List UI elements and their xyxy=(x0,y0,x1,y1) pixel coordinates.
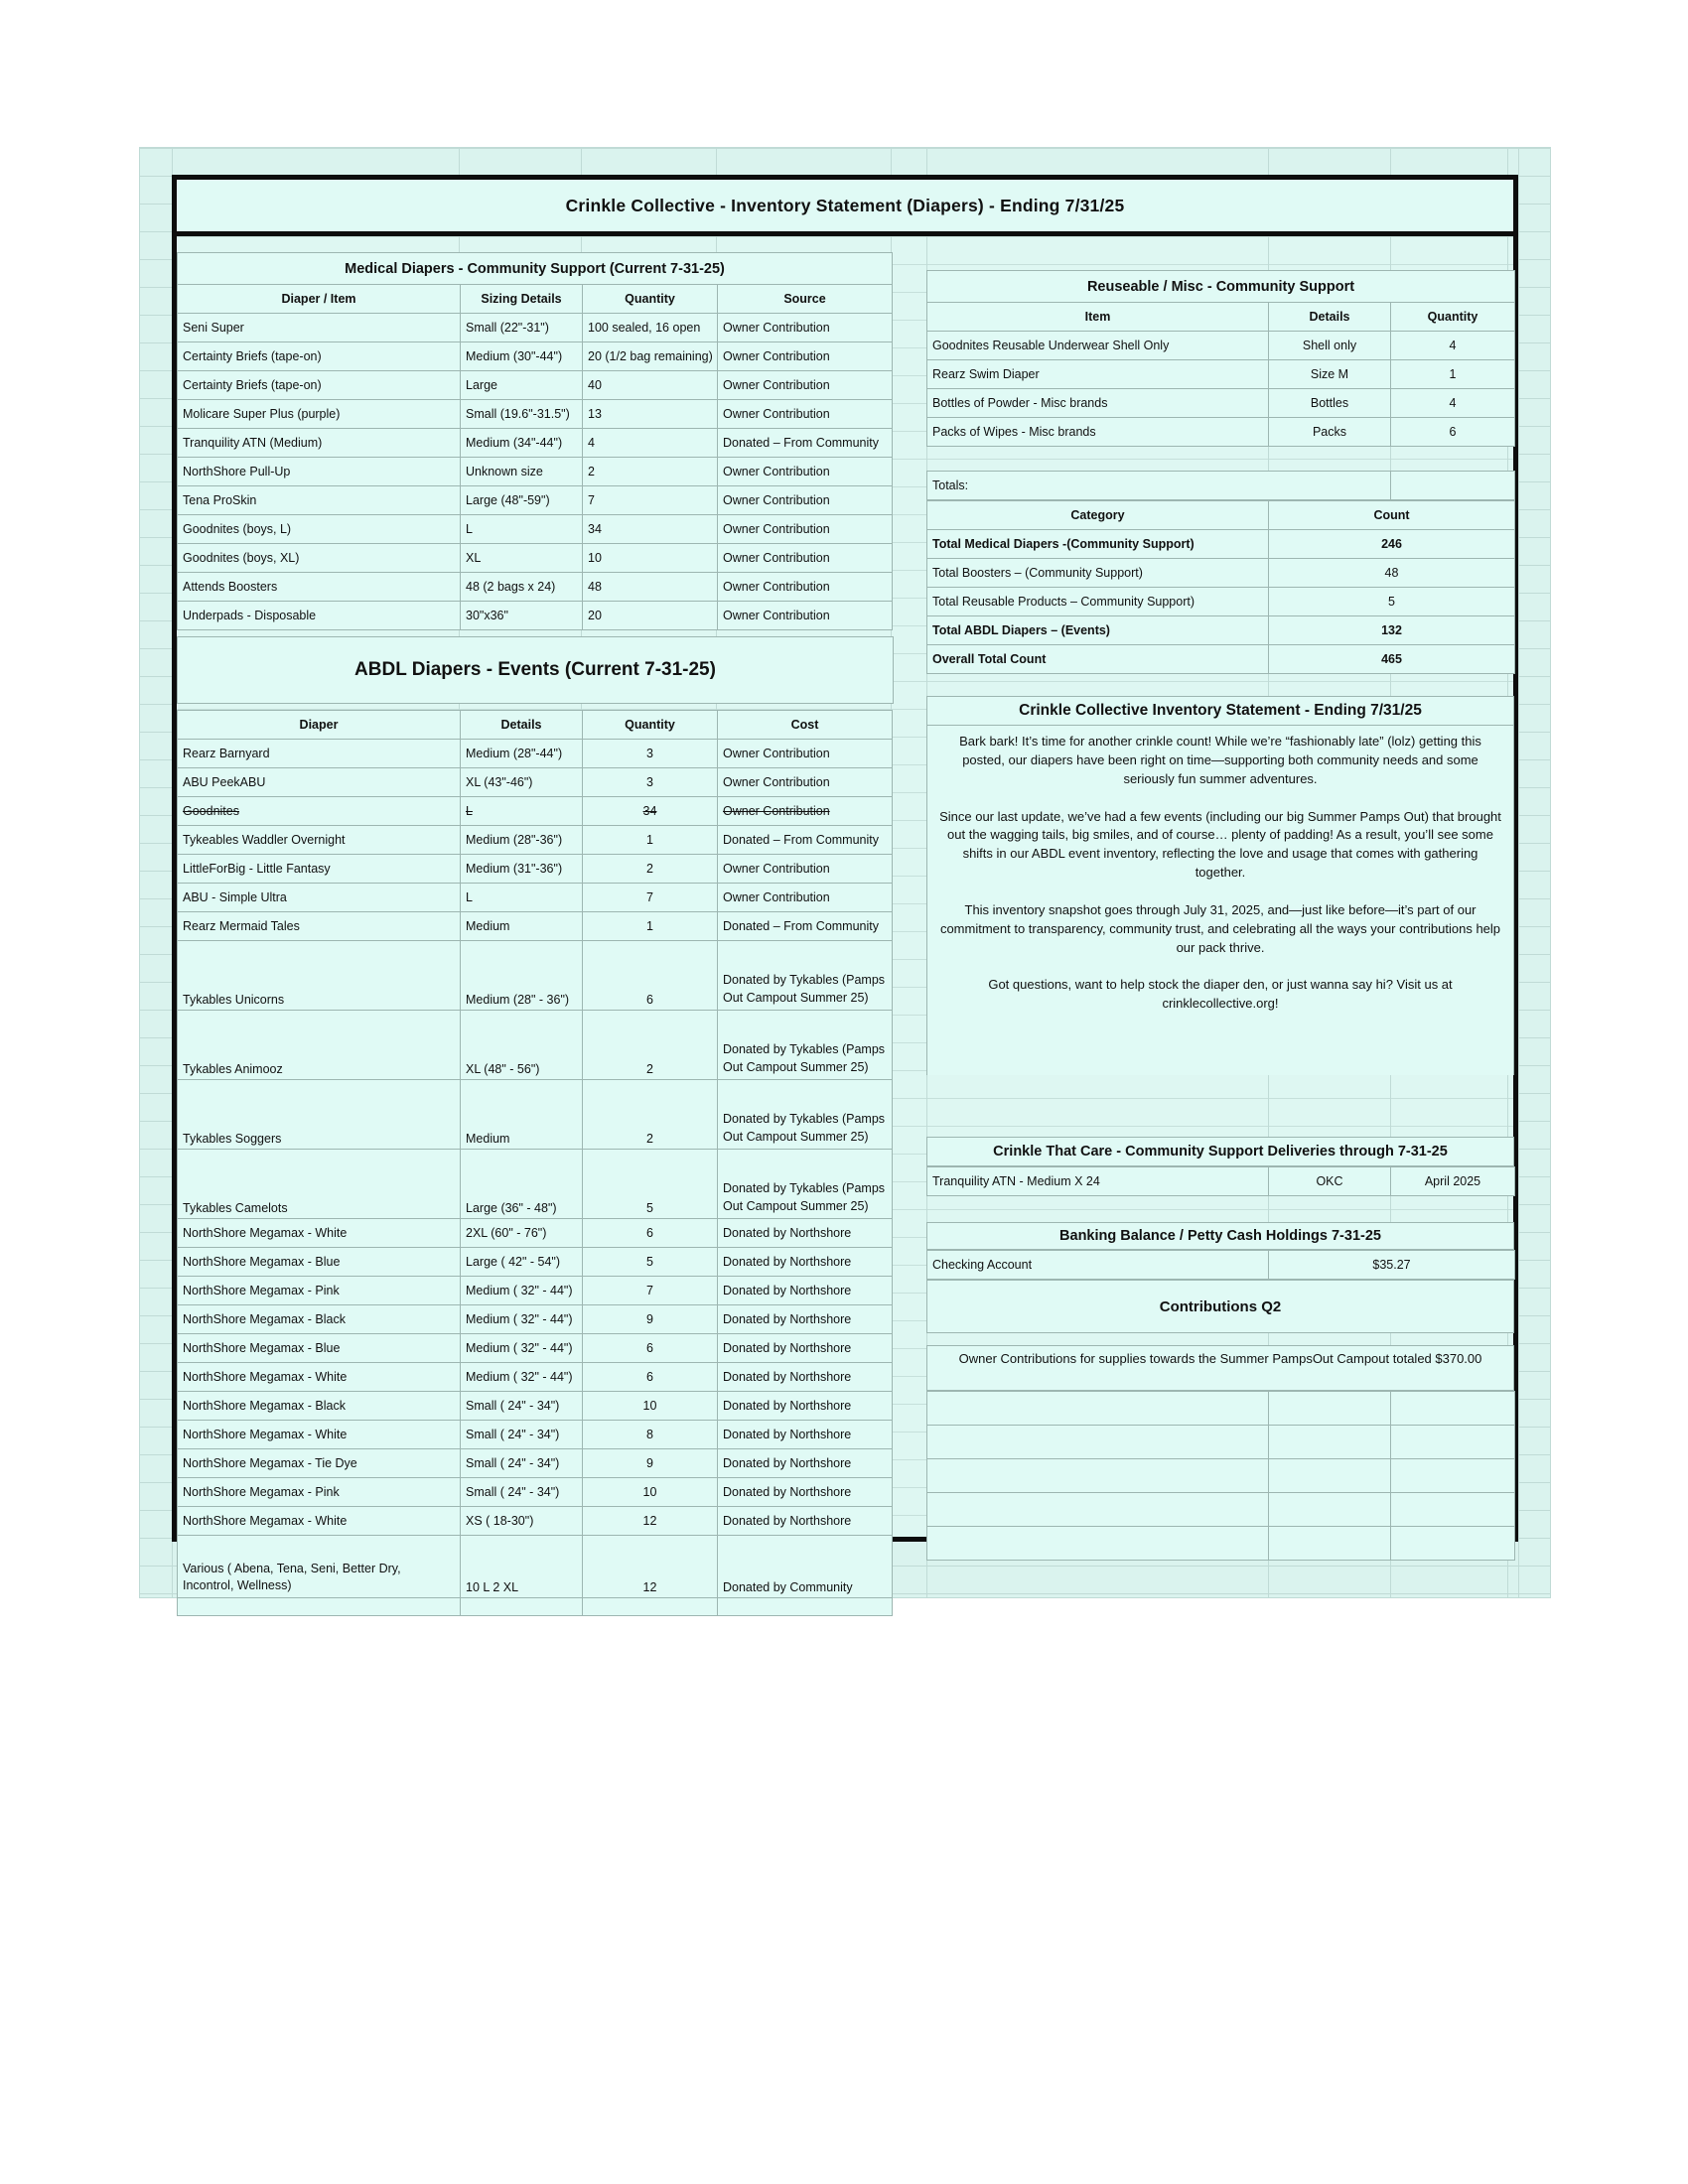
cell[interactable]: 6 xyxy=(583,1334,718,1363)
cell[interactable]: Donated by Northshore xyxy=(718,1277,893,1305)
table-row xyxy=(927,1527,1515,1561)
totals-table-body xyxy=(927,530,1515,674)
cell[interactable]: Medium (30"-44") xyxy=(461,342,583,371)
table-row xyxy=(178,1598,893,1616)
section-title-row xyxy=(178,253,893,285)
cell[interactable]: 12 xyxy=(583,1507,718,1536)
cell[interactable]: Donated by Northshore xyxy=(718,1248,893,1277)
cell[interactable]: Large xyxy=(461,371,583,400)
cell[interactable] xyxy=(927,1392,1269,1426)
cell[interactable] xyxy=(1269,1459,1391,1493)
cell[interactable]: Owner Contribution xyxy=(718,573,893,602)
cell[interactable]: 40 xyxy=(583,371,718,400)
table-row xyxy=(927,1167,1515,1196)
table-row xyxy=(927,559,1515,588)
cell[interactable]: Owner Contribution xyxy=(718,855,893,884)
cell[interactable]: Small (19.6"-31.5") xyxy=(461,400,583,429)
table-row xyxy=(178,1305,893,1334)
cell[interactable]: 6 xyxy=(1391,418,1515,447)
cell[interactable]: 4 xyxy=(583,429,718,458)
cell[interactable]: 1 xyxy=(1391,360,1515,389)
reuse-table-body xyxy=(927,332,1515,447)
spacer xyxy=(926,447,1514,471)
spacer xyxy=(177,236,894,252)
cell[interactable]: 6 xyxy=(583,1363,718,1392)
cell[interactable]: 2 xyxy=(583,1011,718,1080)
cell[interactable]: Goodnites (boys, L) xyxy=(178,515,461,544)
table-row xyxy=(178,544,893,573)
table-row xyxy=(178,400,893,429)
contributions-text: Owner Contributions for supplies towards the Summer PampsOut Campout totaled $370.00 xyxy=(926,1345,1514,1391)
cell[interactable]: Packs xyxy=(1269,418,1391,447)
table-row xyxy=(927,588,1515,616)
cell[interactable]: L xyxy=(461,797,583,826)
cell[interactable]: Tykables Unicorns xyxy=(178,941,461,1011)
cell[interactable]: Donated – From Community xyxy=(718,912,893,941)
cell[interactable]: Checking Account xyxy=(927,1251,1269,1280)
cell[interactable]: NorthShore Megamax - Blue xyxy=(178,1248,461,1277)
table-row xyxy=(927,389,1515,418)
abdl-table-body xyxy=(178,740,893,1616)
cell[interactable]: 7 xyxy=(583,1277,718,1305)
cell[interactable]: Certainty Briefs (tape-on) xyxy=(178,342,461,371)
cell[interactable]: Donated by Northshore xyxy=(718,1507,893,1536)
cell[interactable]: Medium (28"-36") xyxy=(461,826,583,855)
cell[interactable]: ABU PeekABU xyxy=(178,768,461,797)
cell[interactable]: Medium (28"-44") xyxy=(461,740,583,768)
cell[interactable]: 20 (1/2 bag remaining) xyxy=(583,342,718,371)
cell[interactable]: LittleForBig - Little Fantasy xyxy=(178,855,461,884)
column-header: Source xyxy=(718,285,893,314)
page-title: Crinkle Collective - Inventory Statement (Diapers) - Ending 7/31/25 xyxy=(177,180,1513,236)
table-row xyxy=(178,515,893,544)
table-row xyxy=(178,602,893,630)
cell[interactable]: Medium (28" - 36") xyxy=(461,941,583,1011)
cell[interactable]: Owner Contribution xyxy=(718,544,893,573)
table-row xyxy=(927,1392,1515,1426)
table-row xyxy=(927,645,1515,674)
spacer xyxy=(926,674,1514,696)
table-row xyxy=(178,1080,893,1150)
cell[interactable]: 30"x36" xyxy=(461,602,583,630)
contributions-title: Contributions Q2 xyxy=(926,1280,1514,1333)
cell[interactable] xyxy=(178,1598,461,1616)
cell[interactable]: NorthShore Pull-Up xyxy=(178,458,461,486)
left-column xyxy=(177,236,894,1616)
cell[interactable]: 10 L 2 XL xyxy=(461,1536,583,1598)
cell[interactable]: Underpads - Disposable xyxy=(178,602,461,630)
cell[interactable]: NorthShore Megamax - Black xyxy=(178,1305,461,1334)
cell[interactable] xyxy=(1391,1459,1515,1493)
deliveries-table xyxy=(926,1166,1515,1196)
column-header: Sizing Details xyxy=(461,285,583,314)
table-row xyxy=(178,884,893,912)
cell[interactable]: Tykables Animooz xyxy=(178,1011,461,1080)
cell[interactable]: 3 xyxy=(583,740,718,768)
cell[interactable]: OKC xyxy=(1269,1167,1391,1196)
table-row xyxy=(178,1219,893,1248)
cell[interactable]: Owner Contribution xyxy=(718,740,893,768)
table-row xyxy=(927,1251,1515,1280)
cell[interactable]: Total Medical Diapers -(Community Support) xyxy=(927,530,1269,559)
cell[interactable]: Bottles of Powder - Misc brands xyxy=(927,389,1269,418)
cell[interactable]: Goodnites xyxy=(178,797,461,826)
cell[interactable]: Unknown size xyxy=(461,458,583,486)
table-row xyxy=(178,458,893,486)
spacer xyxy=(926,1075,1514,1137)
cell[interactable] xyxy=(1269,1493,1391,1527)
column-header-row xyxy=(178,285,893,314)
cell[interactable]: XL xyxy=(461,544,583,573)
table-row xyxy=(178,1536,893,1598)
cell[interactable]: Donated – From Community xyxy=(718,826,893,855)
spacer xyxy=(926,236,1514,270)
table-row xyxy=(927,472,1515,500)
cell[interactable]: 246 xyxy=(1269,530,1515,559)
cell[interactable]: Owner Contribution xyxy=(718,371,893,400)
cell[interactable]: 48 xyxy=(1269,559,1515,588)
table-row xyxy=(178,1507,893,1536)
column-header: Cost xyxy=(718,711,893,740)
banking-table xyxy=(926,1250,1515,1280)
cell[interactable]: 100 sealed, 16 open xyxy=(583,314,718,342)
table-row xyxy=(178,371,893,400)
cell[interactable]: Rearz Barnyard xyxy=(178,740,461,768)
deliveries-title: Crinkle That Care - Community Support Deliveries through 7-31-25 xyxy=(926,1137,1514,1166)
cell[interactable]: Donated by Community xyxy=(718,1536,893,1598)
cell[interactable]: 10 xyxy=(583,544,718,573)
cell[interactable]: Donated by Northshore xyxy=(718,1421,893,1449)
cell[interactable]: Medium ( 32" - 44") xyxy=(461,1305,583,1334)
statement-paragraph: Since our last update, we’ve had a few events (including our big Summer Pamps Out) that brought out the wagging tails, big smiles, and of course… plenty of padding! As a result, you’ll see some shifts in our ABDL event inventory, reflecting the love and usage that comes with gathering together. xyxy=(939,808,1501,881)
abdl-section-title: ABDL Diapers - Events (Current 7-31-25) xyxy=(177,636,894,704)
table-row xyxy=(178,826,893,855)
cell[interactable]: 9 xyxy=(583,1305,718,1334)
deliveries-table-body xyxy=(927,1167,1515,1196)
cell[interactable]: Total Boosters – (Community Support) xyxy=(927,559,1269,588)
cell[interactable]: 7 xyxy=(583,884,718,912)
cell[interactable]: Attends Boosters xyxy=(178,573,461,602)
table-row xyxy=(927,360,1515,389)
cell[interactable]: Small ( 24" - 34") xyxy=(461,1478,583,1507)
cell[interactable]: Donated by Tykables (Pamps Out Campout Summer 25) xyxy=(718,1011,893,1080)
table-row xyxy=(178,1392,893,1421)
cell[interactable]: Donated by Northshore xyxy=(718,1363,893,1392)
cell[interactable]: Owner Contribution xyxy=(718,797,893,826)
cell[interactable]: 5 xyxy=(583,1248,718,1277)
medical-table-body xyxy=(178,314,893,630)
empty-rows-table xyxy=(926,1391,1515,1561)
cell[interactable]: Medium xyxy=(461,912,583,941)
cell[interactable]: NorthShore Megamax - White xyxy=(178,1421,461,1449)
column-header: Count xyxy=(1269,501,1515,530)
cell[interactable]: 6 xyxy=(583,1219,718,1248)
cell[interactable]: Tranquility ATN (Medium) xyxy=(178,429,461,458)
column-header-row xyxy=(178,711,893,740)
totals-label-row xyxy=(926,471,1515,500)
cell[interactable]: Large (36" - 48") xyxy=(461,1150,583,1219)
cell[interactable]: 3 xyxy=(583,768,718,797)
cell[interactable]: Owner Contribution xyxy=(718,400,893,429)
banking-title: Banking Balance / Petty Cash Holdings 7-31-25 xyxy=(926,1222,1514,1250)
table-row xyxy=(927,616,1515,645)
cell[interactable]: Various ( Abena, Tena, Seni, Better Dry, Incontrol, Wellness) xyxy=(178,1536,461,1598)
cell[interactable]: Medium (31"-36") xyxy=(461,855,583,884)
cell[interactable]: 2 xyxy=(583,458,718,486)
table-row xyxy=(178,314,893,342)
cell[interactable]: 7 xyxy=(583,486,718,515)
column-header: Quantity xyxy=(583,711,718,740)
cell[interactable]: Tykables Camelots xyxy=(178,1150,461,1219)
cell[interactable]: Owner Contribution xyxy=(718,314,893,342)
cell[interactable]: 13 xyxy=(583,400,718,429)
cell[interactable]: Medium ( 32" - 44") xyxy=(461,1334,583,1363)
cell[interactable]: Donated by Northshore xyxy=(718,1219,893,1248)
cell[interactable]: NorthShore Megamax - White xyxy=(178,1363,461,1392)
cell[interactable]: NorthShore Megamax - White xyxy=(178,1507,461,1536)
column-header: Quantity xyxy=(583,285,718,314)
cell[interactable]: 465 xyxy=(1269,645,1515,674)
cell[interactable]: Owner Contribution xyxy=(718,768,893,797)
table-row xyxy=(178,573,893,602)
cell[interactable]: 12 xyxy=(583,1536,718,1598)
cell[interactable]: Donated by Northshore xyxy=(718,1478,893,1507)
table-row xyxy=(178,1363,893,1392)
cell[interactable] xyxy=(927,1459,1269,1493)
cell[interactable]: Seni Super xyxy=(178,314,461,342)
cell[interactable] xyxy=(927,1426,1269,1459)
table-row xyxy=(178,855,893,884)
statement-paragraph: Bark bark! It’s time for another crinkle count! While we’re “fashionably late” (lolz) getting this posted, our diapers have been right on time—supporting both community needs and some seriously fun summer adventures. xyxy=(959,734,1481,786)
spacer xyxy=(926,1196,1514,1222)
cell[interactable] xyxy=(1391,1426,1515,1459)
table-row xyxy=(178,486,893,515)
cell[interactable]: NorthShore Megamax - Tie Dye xyxy=(178,1449,461,1478)
cell[interactable]: Tranquility ATN - Medium X 24 xyxy=(927,1167,1269,1196)
cell[interactable]: L xyxy=(461,515,583,544)
cell[interactable]: 1 xyxy=(583,826,718,855)
cell[interactable]: $35.27 xyxy=(1269,1251,1515,1280)
cell[interactable]: Donated by Northshore xyxy=(718,1305,893,1334)
cell[interactable] xyxy=(1391,472,1515,500)
table-row xyxy=(178,797,893,826)
cell[interactable]: XL (43"-46") xyxy=(461,768,583,797)
table-row xyxy=(927,530,1515,559)
cell[interactable]: Donated by Northshore xyxy=(718,1449,893,1478)
table-row xyxy=(178,1449,893,1478)
statement-title: Crinkle Collective Inventory Statement - Ending 7/31/25 xyxy=(926,696,1514,726)
totals-label[interactable]: Totals: xyxy=(927,472,1391,500)
cell[interactable]: 5 xyxy=(1269,588,1515,616)
cell[interactable]: Rearz Swim Diaper xyxy=(927,360,1269,389)
cell[interactable]: 5 xyxy=(583,1150,718,1219)
cell[interactable]: 132 xyxy=(1269,616,1515,645)
cell[interactable] xyxy=(927,1527,1269,1561)
cell[interactable] xyxy=(461,1598,583,1616)
cell[interactable]: Large (48"-59") xyxy=(461,486,583,515)
cell[interactable]: Owner Contribution xyxy=(718,486,893,515)
table-row xyxy=(178,342,893,371)
cell[interactable]: 2XL (60" - 76") xyxy=(461,1219,583,1248)
empty-rows-body xyxy=(927,1392,1515,1561)
column-header: Item xyxy=(927,303,1269,332)
statement-text xyxy=(926,726,1514,1075)
cell[interactable]: April 2025 xyxy=(1391,1167,1515,1196)
cell[interactable]: Goodnites (boys, XL) xyxy=(178,544,461,573)
cell[interactable]: 8 xyxy=(583,1421,718,1449)
table-row xyxy=(927,332,1515,360)
table-row xyxy=(178,1011,893,1080)
column-header: Details xyxy=(461,711,583,740)
cell[interactable]: Owner Contribution xyxy=(718,458,893,486)
medical-table xyxy=(177,252,893,630)
cell[interactable] xyxy=(718,1598,893,1616)
table-row xyxy=(178,1334,893,1363)
cell[interactable]: Donated – From Community xyxy=(718,429,893,458)
cell[interactable] xyxy=(1269,1426,1391,1459)
table-row xyxy=(178,1277,893,1305)
section-title-row xyxy=(927,271,1515,303)
cell[interactable] xyxy=(1391,1527,1515,1561)
table-row xyxy=(178,429,893,458)
spacer xyxy=(926,1333,1514,1345)
cell[interactable]: 10 xyxy=(583,1478,718,1507)
cell[interactable]: Tykeables Waddler Overnight xyxy=(178,826,461,855)
table-row xyxy=(178,1421,893,1449)
cell[interactable] xyxy=(1391,1392,1515,1426)
cell[interactable] xyxy=(1269,1392,1391,1426)
cell[interactable]: Small ( 24" - 34") xyxy=(461,1392,583,1421)
cell[interactable]: 6 xyxy=(583,941,718,1011)
cell[interactable]: Certainty Briefs (tape-on) xyxy=(178,371,461,400)
cell[interactable]: NorthShore Megamax - Pink xyxy=(178,1478,461,1507)
cell[interactable]: 48 xyxy=(583,573,718,602)
cell[interactable]: Owner Contribution xyxy=(718,515,893,544)
table-row xyxy=(927,418,1515,447)
cell[interactable] xyxy=(1269,1527,1391,1561)
cell[interactable]: 2 xyxy=(583,1080,718,1150)
cell[interactable]: ABU - Simple Ultra xyxy=(178,884,461,912)
cell[interactable]: Small (22"-31") xyxy=(461,314,583,342)
table-row xyxy=(178,941,893,1011)
cell[interactable]: Rearz Mermaid Tales xyxy=(178,912,461,941)
cell[interactable]: 4 xyxy=(1391,332,1515,360)
cell[interactable]: Total Reusable Products – Community Support) xyxy=(927,588,1269,616)
table-row xyxy=(927,1426,1515,1459)
totals-table xyxy=(926,500,1515,674)
cell[interactable]: 4 xyxy=(1391,389,1515,418)
column-header: Quantity xyxy=(1391,303,1515,332)
cell[interactable] xyxy=(583,1598,718,1616)
cell[interactable]: Size M xyxy=(1269,360,1391,389)
cell[interactable]: Medium ( 32" - 44") xyxy=(461,1363,583,1392)
reuse-section-title: Reuseable / Misc - Community Support xyxy=(927,271,1515,303)
cell[interactable]: Overall Total Count xyxy=(927,645,1269,674)
cell[interactable]: 20 xyxy=(583,602,718,630)
cell[interactable]: Owner Contribution xyxy=(718,884,893,912)
cell[interactable]: 34 xyxy=(583,797,718,826)
cell[interactable]: NorthShore Megamax - Blue xyxy=(178,1334,461,1363)
table-row xyxy=(927,1493,1515,1527)
right-column xyxy=(926,236,1514,1561)
cell[interactable]: Donated by Tykables (Pamps Out Campout Summer 25) xyxy=(718,941,893,1011)
cell[interactable]: Donated by Tykables (Pamps Out Campout Summer 25) xyxy=(718,1080,893,1150)
cell[interactable] xyxy=(1391,1493,1515,1527)
cell[interactable]: XS ( 18-30") xyxy=(461,1507,583,1536)
cell[interactable]: Tykables Soggers xyxy=(178,1080,461,1150)
cell[interactable]: Donated by Northshore xyxy=(718,1392,893,1421)
cell[interactable]: NorthShore Megamax - Black xyxy=(178,1392,461,1421)
table-row xyxy=(178,1150,893,1219)
cell[interactable]: Small ( 24" - 34") xyxy=(461,1421,583,1449)
medical-section-title: Medical Diapers - Community Support (Current 7-31-25) xyxy=(178,253,893,285)
cell[interactable]: XL (48" - 56") xyxy=(461,1011,583,1080)
cell[interactable]: Bottles xyxy=(1269,389,1391,418)
statement-paragraph: This inventory snapshot goes through July 31, 2025, and—just like before—it’s part of our commitment to transparency, community trust, and celebrating all the ways your contributions help our pack thrive. xyxy=(939,901,1501,955)
table-row xyxy=(927,1459,1515,1493)
cell[interactable]: Tena ProSkin xyxy=(178,486,461,515)
spreadsheet xyxy=(139,147,1551,1598)
cell[interactable]: Total ABDL Diapers – (Events) xyxy=(927,616,1269,645)
cell[interactable]: Owner Contribution xyxy=(718,342,893,371)
cell[interactable]: 1 xyxy=(583,912,718,941)
banking-table-body xyxy=(927,1251,1515,1280)
statement-body xyxy=(177,236,1513,1594)
cell[interactable]: Medium xyxy=(461,1080,583,1150)
cell[interactable]: Donated by Northshore xyxy=(718,1334,893,1363)
cell[interactable]: 48 (2 bags x 24) xyxy=(461,573,583,602)
cell[interactable]: L xyxy=(461,884,583,912)
cell[interactable]: Molicare Super Plus (purple) xyxy=(178,400,461,429)
table-row xyxy=(178,1248,893,1277)
cell[interactable]: Goodnites Reusable Underwear Shell Only xyxy=(927,332,1269,360)
column-header: Diaper / Item xyxy=(178,285,461,314)
column-header-row xyxy=(927,303,1515,332)
statement-frame xyxy=(172,175,1518,1594)
column-header: Diaper xyxy=(178,711,461,740)
column-header: Category xyxy=(927,501,1269,530)
column-header-row xyxy=(927,501,1515,530)
table-row xyxy=(178,740,893,768)
abdl-table xyxy=(177,710,893,1616)
cell[interactable]: 34 xyxy=(583,515,718,544)
cell[interactable]: Donated by Tykables (Pamps Out Campout Summer 25) xyxy=(718,1150,893,1219)
cell[interactable]: Owner Contribution xyxy=(718,602,893,630)
cell[interactable]: Packs of Wipes - Misc brands xyxy=(927,418,1269,447)
table-row xyxy=(178,912,893,941)
gridline xyxy=(1518,148,1519,1597)
cell[interactable]: Large ( 42" - 54") xyxy=(461,1248,583,1277)
cell[interactable] xyxy=(927,1493,1269,1527)
cell[interactable]: NorthShore Megamax - Pink xyxy=(178,1277,461,1305)
cell[interactable]: 9 xyxy=(583,1449,718,1478)
table-row xyxy=(178,768,893,797)
reuse-table xyxy=(926,270,1515,447)
cell[interactable]: Small ( 24" - 34") xyxy=(461,1449,583,1478)
cell[interactable]: 2 xyxy=(583,855,718,884)
cell[interactable]: Medium ( 32" - 44") xyxy=(461,1277,583,1305)
statement-paragraph: Got questions, want to help stock the diaper den, or just wanna say hi? Visit us at crinklecollective.org! xyxy=(988,977,1453,1012)
cell[interactable]: NorthShore Megamax - White xyxy=(178,1219,461,1248)
cell[interactable]: Medium (34"-44") xyxy=(461,429,583,458)
cell[interactable]: Shell only xyxy=(1269,332,1391,360)
table-row xyxy=(178,1478,893,1507)
column-header: Details xyxy=(1269,303,1391,332)
cell[interactable]: 10 xyxy=(583,1392,718,1421)
